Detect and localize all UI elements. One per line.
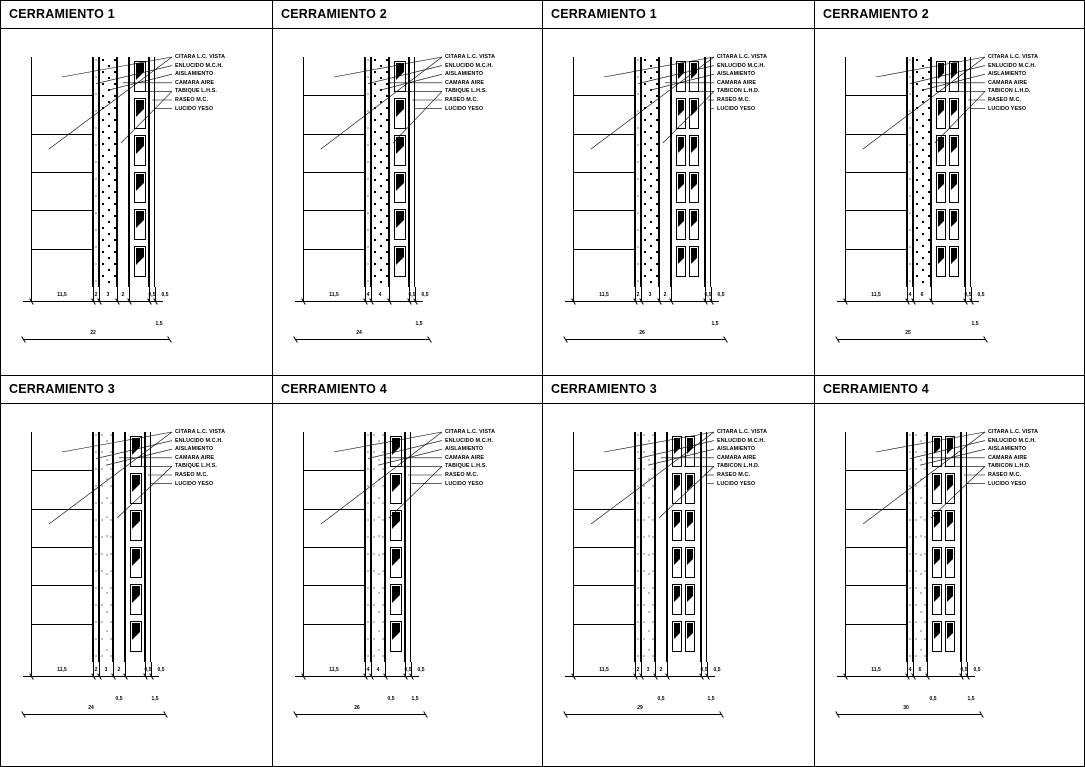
extension-line bbox=[303, 662, 304, 676]
leader-lines bbox=[543, 404, 815, 704]
dimension-value: 2 bbox=[117, 667, 121, 673]
total-dimension-value: 26 bbox=[639, 330, 645, 336]
layer-label: AISLAMIENTO bbox=[445, 71, 484, 78]
dimension-value: 3 bbox=[646, 667, 650, 673]
extension-line bbox=[99, 287, 100, 301]
layer-label: TABICON L.H.D. bbox=[988, 463, 1031, 470]
layer-label: TABICON L.H.D. bbox=[717, 88, 760, 95]
dimension-value: 0,5 bbox=[929, 696, 937, 702]
dimension-value: 11,5 bbox=[871, 667, 881, 673]
detail-panel bbox=[1, 1, 273, 376]
extension-line bbox=[927, 662, 928, 676]
dimension-value: 0,5 bbox=[157, 667, 165, 673]
extension-line bbox=[641, 287, 642, 301]
total-dimension-value: 25 bbox=[905, 330, 911, 336]
wall-section-detail bbox=[1, 29, 272, 375]
dimension-value: 0,5 bbox=[700, 667, 708, 673]
extension-line bbox=[913, 287, 914, 301]
dimension-value: 2 bbox=[659, 667, 663, 673]
total-dimension-value: 24 bbox=[356, 330, 362, 336]
layer-label: LUCIDO YESO bbox=[717, 105, 756, 112]
dimension-value: 6 bbox=[918, 667, 922, 673]
dimension-value: 4 bbox=[376, 667, 380, 673]
extension-line bbox=[125, 662, 126, 676]
layer-label: AISLAMIENTO bbox=[717, 446, 756, 453]
dimension-line bbox=[295, 714, 425, 715]
wall-section-detail bbox=[273, 29, 542, 375]
layer-label: CITARA L.C. VISTA bbox=[988, 429, 1039, 435]
dimension-value: 2 bbox=[636, 292, 640, 298]
dimension-value: 3 bbox=[104, 667, 108, 673]
layer-label: RASEO M.C. bbox=[445, 471, 479, 478]
layer-label: AISLAMIENTO bbox=[988, 71, 1027, 78]
extension-line bbox=[303, 287, 304, 301]
dimension-line bbox=[295, 301, 423, 302]
dimension-line bbox=[837, 339, 985, 340]
dimension-value: 0,5 bbox=[960, 667, 968, 673]
dimension-line bbox=[837, 714, 981, 715]
layer-label: CITARA L.C. VISTA bbox=[717, 54, 768, 60]
panel-title: CERRAMIENTO 1 bbox=[551, 7, 657, 21]
dimension-value: 11,5 bbox=[329, 292, 339, 298]
dimension-value: 0,5 bbox=[144, 667, 152, 673]
layer-label: CITARA L.C. VISTA bbox=[175, 429, 226, 435]
dimension-value: 11,5 bbox=[599, 292, 609, 298]
layer-label: CAMARA AIRE bbox=[175, 79, 215, 86]
layer-label: CAMARA AIRE bbox=[445, 454, 485, 461]
extension-line bbox=[99, 662, 100, 676]
layer-label: CITARA L.C. VISTA bbox=[175, 54, 226, 60]
dimension-value: 4 bbox=[378, 292, 382, 298]
dimension-value: 0,5 bbox=[408, 292, 416, 298]
leader-lines bbox=[273, 404, 543, 704]
detail-panel bbox=[1, 376, 273, 766]
layer-label: ENLUCIDO M.C.H. bbox=[717, 62, 765, 69]
extension-line bbox=[655, 662, 656, 676]
layer-label: AISLAMIENTO bbox=[445, 446, 484, 453]
layer-label: LUCIDO YESO bbox=[175, 480, 214, 487]
layer-label: LUCIDO YESO bbox=[988, 480, 1027, 487]
layer-label: CAMARA AIRE bbox=[175, 454, 215, 461]
dimension-line bbox=[23, 714, 165, 715]
wall-section-detail bbox=[273, 404, 542, 766]
detail-panel bbox=[273, 376, 543, 766]
layer-label: TABICON L.H.D. bbox=[988, 88, 1031, 95]
dimension-value: 4 bbox=[908, 292, 912, 298]
layer-label: LUCIDO YESO bbox=[175, 105, 214, 112]
dimension-value: 0,5 bbox=[148, 292, 156, 298]
extension-line bbox=[573, 287, 574, 301]
panel-title: CERRAMIENTO 4 bbox=[823, 382, 929, 396]
layer-label: ENLUCIDO M.C.H. bbox=[175, 62, 223, 69]
layer-label: CITARA L.C. VISTA bbox=[445, 54, 496, 60]
leader-lines bbox=[815, 29, 1085, 329]
dimension-value: 11,5 bbox=[599, 667, 609, 673]
leader-lines bbox=[273, 29, 543, 329]
dimension-value: 0,5 bbox=[404, 667, 412, 673]
extension-line bbox=[371, 287, 372, 301]
layer-label: CAMARA AIRE bbox=[988, 79, 1028, 86]
layer-label: RASEO M.C. bbox=[717, 96, 751, 103]
dimension-value: 0,5 bbox=[977, 292, 985, 298]
total-dimension-value: 29 bbox=[637, 705, 643, 711]
dimension-value: 3 bbox=[106, 292, 110, 298]
wall-section-detail bbox=[543, 404, 814, 766]
layer-label: ENLUCIDO M.C.H. bbox=[445, 62, 493, 69]
leader-lines bbox=[1, 404, 273, 704]
dimension-line bbox=[23, 339, 169, 340]
layer-label: RASEO M.C. bbox=[988, 96, 1022, 103]
extension-line bbox=[113, 662, 114, 676]
dimension-value: 2 bbox=[94, 292, 98, 298]
extension-line bbox=[845, 662, 846, 676]
extension-line bbox=[667, 662, 668, 676]
layer-label: CITARA L.C. VISTA bbox=[717, 429, 768, 435]
dimension-value: 1,5 bbox=[711, 321, 719, 327]
layer-label: CAMARA AIRE bbox=[988, 454, 1028, 461]
dimension-value: 2 bbox=[121, 292, 125, 298]
dimension-value: 4 bbox=[908, 667, 912, 673]
detail-panel bbox=[815, 376, 1085, 766]
dimension-value: 6 bbox=[920, 292, 924, 298]
layer-label: TABIQUE L.H.S. bbox=[445, 463, 488, 470]
dimension-value: 0,5 bbox=[161, 292, 169, 298]
leader-lines bbox=[1, 29, 273, 329]
dimension-value: 1,5 bbox=[411, 696, 419, 702]
dimension-value: 0,5 bbox=[115, 696, 123, 702]
wall-section-detail bbox=[543, 29, 814, 375]
layer-label: ENLUCIDO M.C.H. bbox=[717, 437, 765, 444]
panel-title: CERRAMIENTO 1 bbox=[9, 7, 115, 21]
layer-label: AISLAMIENTO bbox=[175, 71, 214, 78]
extension-line bbox=[573, 662, 574, 676]
extension-line bbox=[117, 287, 118, 301]
layer-label: ENLUCIDO M.C.H. bbox=[988, 62, 1036, 69]
layer-label: ENLUCIDO M.C.H. bbox=[988, 437, 1036, 444]
dimension-value: 0,5 bbox=[713, 667, 721, 673]
extension-line bbox=[385, 662, 386, 676]
extension-line bbox=[931, 287, 932, 301]
dimension-value: 0,5 bbox=[717, 292, 725, 298]
extension-line bbox=[371, 662, 372, 676]
extension-line bbox=[31, 287, 32, 301]
dimension-value: 11,5 bbox=[57, 667, 67, 673]
wall-section-detail bbox=[1, 404, 272, 766]
detail-panel bbox=[543, 1, 815, 376]
dimension-value: 0,5 bbox=[704, 292, 712, 298]
layer-label: TABIQUE L.H.S. bbox=[445, 88, 488, 95]
layer-label: RASEO M.C. bbox=[717, 471, 751, 478]
layer-label: CITARA L.C. VISTA bbox=[988, 54, 1039, 60]
layer-label: RASEO M.C. bbox=[988, 471, 1022, 478]
extension-line bbox=[659, 287, 660, 301]
dimension-value: 1,5 bbox=[155, 321, 163, 327]
total-dimension-value: 30 bbox=[903, 705, 909, 711]
extension-line bbox=[671, 287, 672, 301]
dimension-value: 0,5 bbox=[387, 696, 395, 702]
layer-label: CAMARA AIRE bbox=[445, 79, 485, 86]
panel-title: CERRAMIENTO 2 bbox=[823, 7, 929, 21]
dimension-value: 1,5 bbox=[415, 321, 423, 327]
layer-label: TABICON L.H.D. bbox=[717, 463, 760, 470]
layer-label: CAMARA AIRE bbox=[717, 79, 757, 86]
dimension-line bbox=[23, 676, 159, 677]
dimension-value: 0,5 bbox=[657, 696, 665, 702]
detail-panel bbox=[543, 376, 815, 766]
detail-panel bbox=[815, 1, 1085, 376]
dimension-value: 11,5 bbox=[57, 292, 67, 298]
dimension-line bbox=[565, 339, 725, 340]
layer-label: CAMARA AIRE bbox=[717, 454, 757, 461]
dimension-line bbox=[565, 714, 721, 715]
dimension-value: 2 bbox=[94, 667, 98, 673]
layer-label: AISLAMIENTO bbox=[717, 71, 756, 78]
layer-label: ENLUCIDO M.C.H. bbox=[175, 437, 223, 444]
dimension-line bbox=[295, 339, 429, 340]
layer-label: RASEO M.C. bbox=[445, 96, 479, 103]
dimension-line bbox=[295, 676, 419, 677]
layer-label: TABIQUE L.H.S. bbox=[175, 463, 218, 470]
layer-label: RASEO M.C. bbox=[175, 471, 209, 478]
layer-label: ENLUCIDO M.C.H. bbox=[445, 437, 493, 444]
dimension-value: 0,5 bbox=[973, 667, 981, 673]
layer-label: AISLAMIENTO bbox=[988, 446, 1027, 453]
leader-lines bbox=[543, 29, 815, 329]
panel-title: CERRAMIENTO 3 bbox=[9, 382, 115, 396]
extension-line bbox=[129, 287, 130, 301]
layer-label: LUCIDO YESO bbox=[717, 480, 756, 487]
dimension-value: 0,5 bbox=[421, 292, 429, 298]
extension-line bbox=[31, 662, 32, 676]
layer-label: RASEO M.C. bbox=[175, 96, 209, 103]
layer-label: LUCIDO YESO bbox=[988, 105, 1027, 112]
dimension-value: 4 bbox=[366, 292, 370, 298]
dimension-value: 0,5 bbox=[417, 667, 425, 673]
wall-section-detail bbox=[815, 404, 1085, 766]
panel-title: CERRAMIENTO 3 bbox=[551, 382, 657, 396]
layer-label: AISLAMIENTO bbox=[175, 446, 214, 453]
total-dimension-value: 22 bbox=[90, 330, 96, 336]
total-dimension-value: 24 bbox=[88, 705, 94, 711]
dimension-value: 3 bbox=[648, 292, 652, 298]
panel-title: CERRAMIENTO 4 bbox=[281, 382, 387, 396]
dimension-value: 11,5 bbox=[871, 292, 881, 298]
leader-lines bbox=[815, 404, 1085, 704]
extension-line bbox=[389, 287, 390, 301]
dimension-value: 11,5 bbox=[329, 667, 339, 673]
dimension-value: 4 bbox=[366, 667, 370, 673]
layer-label: LUCIDO YESO bbox=[445, 480, 484, 487]
extension-line bbox=[913, 662, 914, 676]
dimension-value: 1,5 bbox=[971, 321, 979, 327]
layer-label: LUCIDO YESO bbox=[445, 105, 484, 112]
layer-label: CITARA L.C. VISTA bbox=[445, 429, 496, 435]
dimension-value: 1,5 bbox=[151, 696, 159, 702]
dimension-value: 1,5 bbox=[707, 696, 715, 702]
detail-panel bbox=[273, 1, 543, 376]
panel-title: CERRAMIENTO 2 bbox=[281, 7, 387, 21]
dimension-value: 2 bbox=[636, 667, 640, 673]
layer-label: TABIQUE L.H.S. bbox=[175, 88, 218, 95]
extension-line bbox=[641, 662, 642, 676]
dimension-value: 0,5 bbox=[964, 292, 972, 298]
extension-line bbox=[845, 287, 846, 301]
dimension-value: 1,5 bbox=[967, 696, 975, 702]
wall-section-detail bbox=[815, 29, 1085, 375]
dimension-value: 2 bbox=[663, 292, 667, 298]
total-dimension-value: 26 bbox=[354, 705, 360, 711]
